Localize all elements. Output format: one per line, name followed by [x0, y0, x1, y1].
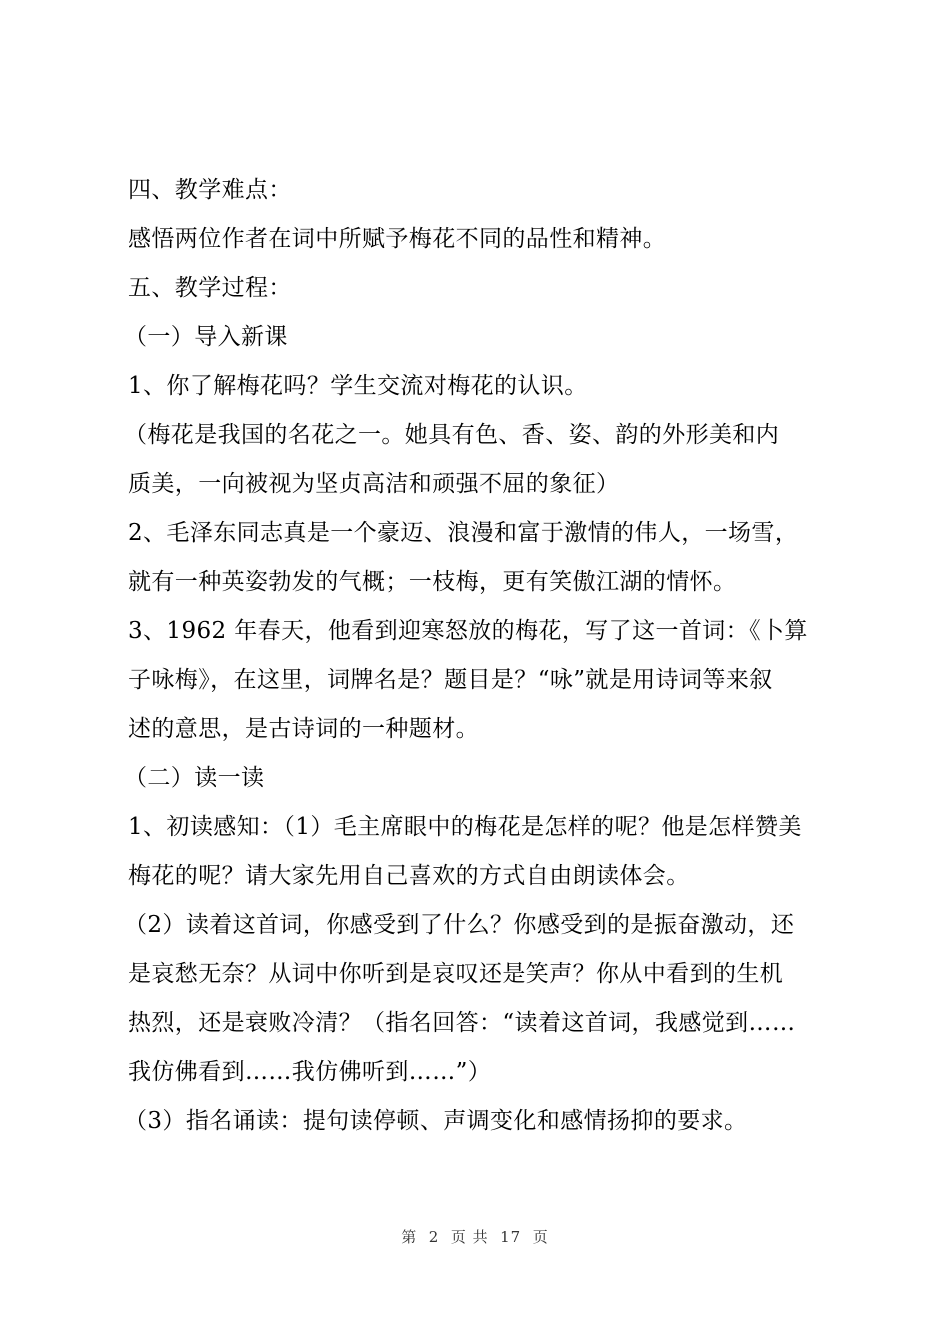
paragraph-line: 是哀愁无奈？从词中你听到是哀叹还是笑声？你从中看到的生机: [128, 961, 784, 987]
paragraph-line: 3、1962 年春天，他看到迎寒怒放的梅花，写了这一首词：《卜算: [128, 618, 808, 644]
paragraph-line: 感悟两位作者在词中所赋予梅花不同的品性和精神。: [128, 226, 667, 252]
paragraph-line: 子咏梅》，在这里，词牌名是？题目是？“咏”就是用诗词等来叙: [128, 667, 773, 693]
page-number-footer: 第 2 页 共 17 页: [401, 1228, 549, 1246]
document-body: [124, 166, 848, 1146]
paragraph-line: 述的意思，是古诗词的一种题材。: [128, 716, 479, 742]
paragraph-line: 梅花的呢？请大家先用自己喜欢的方式自由朗读体会。: [128, 863, 690, 889]
paragraph-line: （梅花是我国的名花之一。她具有色、香、姿、韵的外形美和内: [124, 422, 780, 448]
paragraph-line: 2、毛泽东同志真是一个豪迈、浪漫和富于激情的伟人，一场雪，: [128, 520, 799, 546]
paragraph-line: 1、你了解梅花吗？学生交流对梅花的认识。: [128, 373, 588, 399]
section-heading-process: 五、教学过程：: [128, 275, 292, 301]
subsection-heading-intro: （一）导入新课: [124, 324, 288, 350]
subsection-heading-reading: （二）读一读: [124, 765, 265, 791]
paragraph-line: 热烈，还是衰败冷清？（指名回答：“读着这首词，我感觉到……: [128, 1010, 796, 1036]
paragraph-line: 就有一种英姿勃发的气概；一枝梅，更有笑傲江湖的情怀。: [128, 569, 737, 595]
paragraph-line: 1、初读感知：（1）毛主席眼中的梅花是怎样的呢？他是怎样赞美: [128, 814, 802, 840]
paragraph-line: 我仿佛看到……我仿佛听到……”）: [128, 1059, 492, 1085]
paragraph-line: 质美，一向被视为坚贞高洁和顽强不屈的象征）: [128, 471, 620, 497]
section-heading-difficulties: 四、教学难点：: [128, 177, 292, 203]
paragraph-line: （3）指名诵读：提句读停顿、声调变化和感情扬抑的要求。: [124, 1108, 748, 1134]
paragraph-line: （2）读着这首词，你感受到了什么？你感受到的是振奋激动，还: [124, 912, 795, 938]
